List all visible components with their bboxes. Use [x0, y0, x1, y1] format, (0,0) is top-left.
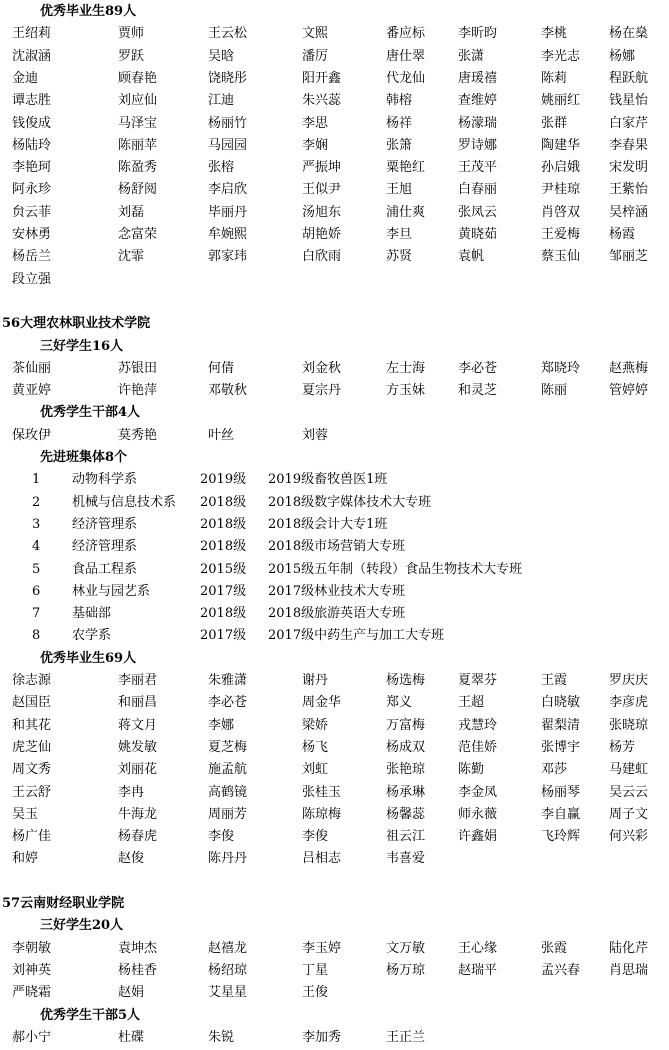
student-name: 张群 [541, 115, 568, 131]
student-name: 吴玉 [12, 806, 39, 822]
name-row [0, 669, 669, 693]
student-name: 牟婉熙 [208, 227, 248, 242]
student-name: 马建虹 [609, 762, 649, 778]
student-name: 罗跃 [118, 48, 145, 64]
class-department: 林业与园艺系 [72, 583, 151, 599]
student-name: 姚发敏 [118, 739, 158, 755]
student-name: 杨陆玲 [12, 137, 52, 153]
name-row [0, 112, 669, 136]
class-name: 2019级畜牧兽医1班 [268, 472, 388, 488]
student-name: 韩榕 [386, 93, 413, 109]
student-name: 艾星星 [208, 985, 248, 1001]
class-row [0, 491, 669, 515]
class-name: 2018级旅游英语大专班 [268, 606, 406, 622]
student-name: 蒋文月 [118, 717, 158, 733]
student-name: 虎芝仙 [12, 739, 52, 755]
student-name: 李春果 [609, 137, 649, 153]
class-grade: 2018级 [200, 494, 247, 510]
name-row [0, 825, 669, 849]
student-name: 杨桂香 [118, 962, 158, 978]
student-name: 李娴 [302, 137, 329, 153]
student-name: 郑义 [386, 695, 413, 711]
student-name: 杨绍琼 [208, 962, 248, 978]
name-row [0, 803, 669, 827]
section-heading-line [0, 446, 669, 470]
student-name: 严振坤 [302, 160, 342, 176]
student-name: 管婷婷 [609, 383, 649, 399]
student-name: 陆化芹 [609, 940, 649, 956]
student-name: 夏宗丹 [302, 383, 342, 399]
class-department: 经济管理系 [72, 539, 138, 555]
student-name: 贾师 [118, 26, 145, 42]
student-name: 谭志胜 [12, 93, 52, 109]
student-name: 李旦 [386, 227, 413, 242]
section-heading: 先进班集体8个 [40, 450, 128, 465]
student-name: 金迪 [12, 70, 39, 86]
section-heading: 优秀毕业生89人 [40, 4, 137, 19]
student-name: 朱兴蕊 [302, 93, 342, 109]
student-name: 白家芹 [609, 115, 649, 131]
student-name: 赵燕梅 [609, 360, 649, 376]
student-name: 李娜 [208, 717, 235, 733]
student-name: 杨选梅 [386, 673, 426, 688]
student-name: 陈琼梅 [302, 806, 342, 822]
student-name: 韦喜爱 [386, 851, 426, 867]
student-name: 何兴彩 [609, 829, 649, 845]
class-name: 2018级会计大专1班 [268, 516, 388, 532]
class-grade: 2018级 [200, 516, 247, 532]
student-name: 陶建华 [541, 137, 581, 153]
name-row [0, 134, 669, 158]
student-name: 茶仙丽 [12, 360, 52, 376]
name-row [0, 1026, 669, 1050]
class-name: 2018级市场营销大专班 [268, 539, 406, 555]
class-department: 机械与信息技术系 [72, 494, 177, 510]
class-grade: 2018级 [200, 606, 247, 622]
name-row [0, 89, 669, 113]
student-name: 李必苍 [208, 695, 248, 711]
student-name: 宋发明 [609, 160, 649, 176]
student-name: 陈盈秀 [118, 160, 158, 176]
student-name: 万富梅 [386, 717, 426, 733]
student-name: 何倩 [208, 360, 235, 376]
student-name: 陈勤 [458, 762, 485, 778]
student-name: 王霞 [541, 673, 568, 688]
student-name: 吕相志 [302, 851, 342, 867]
section-heading: 三好学生16人 [40, 338, 124, 354]
student-name: 王似尹 [302, 182, 342, 198]
class-row [0, 602, 669, 626]
name-row [0, 379, 669, 403]
class-index: 6 [32, 583, 41, 599]
student-name: 唐瑗禧 [458, 70, 498, 86]
name-row [0, 268, 669, 292]
student-name: 刘虹 [302, 762, 329, 778]
student-name: 高鹤镜 [208, 784, 248, 800]
student-name: 杨芳 [609, 739, 636, 755]
student-name: 张凤云 [458, 204, 498, 220]
student-name: 刘金秋 [302, 360, 342, 376]
class-department: 动物科学系 [72, 472, 138, 488]
student-name: 保玫伊 [12, 427, 52, 443]
name-row [0, 691, 669, 715]
class-index: 1 [32, 472, 41, 488]
student-name: 王绍莉 [12, 26, 52, 42]
student-name: 戎慧玲 [458, 717, 498, 733]
student-name: 安林勇 [12, 227, 52, 242]
school-title-line [0, 892, 669, 916]
student-name: 毕丽丹 [208, 204, 248, 220]
student-name: 阳开鑫 [302, 70, 342, 86]
student-name: 赵娟 [118, 985, 145, 1001]
student-name: 杨承琳 [386, 784, 426, 800]
student-name: 白欣雨 [302, 249, 342, 265]
student-name: 杜碟 [118, 1029, 145, 1045]
class-grade: 2017级 [200, 628, 247, 644]
student-name: 陈丽苹 [118, 137, 158, 153]
student-name: 沈霏 [118, 249, 145, 265]
student-name: 王云松 [208, 26, 248, 42]
student-name: 杨在燊 [609, 26, 649, 42]
student-name: 李必苍 [458, 360, 498, 376]
student-name: 吴梓涵 [609, 204, 649, 220]
student-name: 白晓敏 [541, 695, 581, 711]
name-row [0, 201, 669, 225]
section-heading: 三好学生20人 [40, 918, 124, 934]
class-index: 5 [32, 561, 41, 577]
student-name: 赵禧龙 [208, 940, 248, 956]
class-row [0, 580, 669, 604]
student-name: 陈丹丹 [208, 851, 248, 867]
name-row [0, 424, 669, 448]
class-department: 食品工程系 [72, 561, 138, 577]
class-row [0, 513, 669, 537]
student-name: 李朝敏 [12, 940, 52, 956]
student-name: 马泽宝 [118, 115, 158, 131]
student-name: 袁坤杰 [118, 940, 158, 956]
student-name: 王云舒 [12, 784, 52, 800]
student-name: 袁帆 [458, 249, 485, 265]
name-row [0, 178, 669, 202]
student-name: 周文秀 [12, 762, 52, 778]
student-name: 李自赢 [541, 806, 581, 822]
student-name: 李艳珂 [12, 160, 52, 176]
student-name: 李桃 [541, 26, 568, 42]
name-row [0, 781, 669, 805]
school-title-line [0, 312, 669, 336]
student-name: 施孟航 [208, 762, 248, 778]
class-index: 4 [32, 539, 41, 555]
student-name: 张晓琼 [609, 717, 649, 733]
class-grade: 2015级 [200, 561, 247, 577]
class-index: 2 [32, 494, 41, 510]
student-name: 翟梨清 [541, 717, 581, 733]
student-name: 苏贤 [386, 249, 413, 265]
section-heading: 优秀学生干部5人 [40, 1007, 141, 1023]
student-name: 李启欣 [208, 182, 248, 198]
student-name: 文熙 [302, 26, 329, 42]
student-name: 李丽君 [118, 673, 158, 688]
student-name: 莫秀艳 [118, 427, 158, 443]
student-name: 徐志源 [12, 673, 52, 688]
name-row [0, 847, 669, 871]
blank-line [0, 290, 669, 314]
student-name: 丁星 [302, 962, 329, 978]
name-row [0, 67, 669, 91]
student-name: 和其花 [12, 717, 52, 733]
student-name: 张榕 [208, 160, 235, 176]
name-row [0, 758, 669, 782]
student-name: 钱俊成 [12, 115, 52, 131]
student-name: 孙启娥 [541, 160, 581, 176]
class-index: 8 [32, 628, 41, 644]
student-name: 吴晗 [208, 48, 235, 64]
student-name: 杨娜 [609, 48, 636, 64]
student-name: 刘神英 [12, 962, 52, 978]
student-name: 王茂平 [458, 160, 498, 176]
class-name: 2017级中药生产与加工大专班 [268, 628, 445, 644]
student-name: 许鑫娟 [458, 829, 498, 845]
student-name: 番应标 [386, 26, 426, 42]
student-name: 赵国臣 [12, 695, 52, 711]
student-name: 周子文 [609, 806, 649, 822]
blank-line [0, 870, 669, 894]
student-name: 张霞 [541, 940, 568, 956]
school-title: 57云南财经职业学院 [2, 896, 125, 911]
student-name: 张箫 [386, 137, 413, 153]
student-name: 梁娇 [302, 717, 329, 733]
name-row [0, 959, 669, 983]
student-name: 江迪 [208, 93, 235, 109]
student-name: 胡艳娇 [302, 227, 342, 242]
class-department: 基础部 [72, 606, 112, 622]
student-name: 马园园 [208, 137, 248, 153]
class-row [0, 558, 669, 582]
student-name: 郭家玮 [208, 249, 248, 265]
class-name: 2018级数字媒体技术大专班 [268, 494, 432, 510]
student-name: 邹丽芝 [609, 249, 649, 265]
section-heading-line [0, 914, 669, 938]
student-name: 陈丽 [541, 383, 568, 399]
student-name: 尹桂琼 [541, 182, 581, 198]
student-name: 叶丝 [208, 427, 235, 443]
student-name: 李思 [302, 115, 329, 131]
student-name: 杨广佳 [12, 829, 52, 845]
student-name: 李玉婷 [302, 940, 342, 956]
student-name: 李光志 [541, 48, 581, 64]
student-name: 顾春艳 [118, 70, 158, 86]
student-name: 王爱梅 [541, 227, 581, 242]
student-name: 肖思瑞 [609, 962, 649, 978]
class-index: 7 [32, 606, 41, 622]
student-name: 夏芝梅 [208, 739, 248, 755]
section-heading-line [0, 647, 669, 671]
class-department: 经济管理系 [72, 516, 138, 532]
student-name: 粟艳红 [386, 160, 426, 176]
student-name: 刘应仙 [118, 93, 158, 109]
class-name: 2015级五年制（转段）食品生物技术大专班 [268, 561, 523, 577]
student-name: 查维婷 [458, 93, 498, 109]
student-name: 钱星怡 [609, 93, 649, 109]
student-name: 刘丽花 [118, 762, 158, 778]
student-name: 牛海龙 [118, 806, 158, 822]
student-name: 李彦虎 [609, 695, 649, 711]
name-row [0, 736, 669, 760]
student-name: 罗诗娜 [458, 137, 498, 153]
student-name: 蔡玉仙 [541, 249, 581, 265]
student-name: 郝小宁 [12, 1029, 52, 1045]
student-name: 范佳娇 [458, 739, 498, 755]
student-name: 王心缘 [458, 940, 498, 956]
student-name: 白春丽 [458, 182, 498, 198]
student-name: 方玉妹 [386, 383, 426, 399]
student-name: 李加秀 [302, 1029, 342, 1045]
name-row [0, 714, 669, 738]
student-name: 李冉 [118, 784, 145, 800]
student-name: 沈淑涵 [12, 48, 52, 64]
student-name: 杨丽竹 [208, 115, 248, 131]
student-name: 饶晓彤 [208, 70, 248, 86]
section-heading-line [0, 0, 669, 24]
student-name: 张潇 [458, 48, 485, 64]
student-name: 陈莉 [541, 70, 568, 86]
student-name: 李俊 [208, 829, 235, 845]
student-name: 杨霞 [609, 227, 636, 242]
student-name: 郑晓玲 [541, 360, 581, 376]
student-name: 贠云菲 [12, 204, 52, 220]
student-name: 杨馨蕊 [386, 806, 426, 822]
student-name: 孟兴春 [541, 962, 581, 978]
section-heading-line [0, 401, 669, 425]
student-name: 念富荣 [118, 227, 158, 242]
class-grade: 2019级 [200, 472, 247, 488]
name-row [0, 937, 669, 961]
student-name: 潘厉 [302, 48, 329, 64]
student-name: 肖啓双 [541, 204, 581, 220]
student-name: 祖云江 [386, 829, 426, 845]
student-name: 杨岳兰 [12, 249, 52, 265]
student-name: 邓莎 [541, 762, 568, 778]
student-name: 张博宇 [541, 739, 581, 755]
student-name: 吴云云 [609, 784, 649, 800]
student-name: 唐仕翠 [386, 48, 426, 64]
student-name: 刘磊 [118, 204, 145, 220]
name-row [0, 981, 669, 1005]
class-row [0, 468, 669, 492]
student-name: 浦仕爽 [386, 204, 426, 220]
student-name: 代龙仙 [386, 70, 426, 86]
student-name: 李俊 [302, 829, 329, 845]
student-name: 王超 [458, 695, 485, 711]
student-name: 杨舒阅 [118, 182, 158, 198]
student-name: 黄晓茹 [458, 227, 498, 242]
class-name: 2017级林业技术大专班 [268, 583, 406, 599]
name-row [0, 45, 669, 69]
student-name: 杨万琼 [386, 962, 426, 978]
name-row [0, 22, 669, 46]
student-name: 飞玲辉 [541, 829, 581, 845]
name-row [0, 223, 669, 247]
student-name: 和灵芝 [458, 383, 498, 399]
class-grade: 2017级 [200, 583, 247, 599]
class-row [0, 535, 669, 559]
student-name: 朱雅潇 [208, 673, 248, 688]
class-index: 3 [32, 516, 41, 532]
student-name: 杨祥 [386, 115, 413, 131]
student-name: 严晓霜 [12, 985, 52, 1001]
student-name: 杨春虎 [118, 829, 158, 845]
student-name: 李金凤 [458, 784, 498, 800]
school-title: 56大理农林职业技术学院 [2, 316, 151, 332]
student-name: 和婷 [12, 851, 39, 867]
student-name: 罗庆庆 [609, 673, 649, 688]
student-name: 王紫怡 [609, 182, 649, 198]
student-name: 程跃航 [609, 70, 649, 86]
student-name: 杨成双 [386, 739, 426, 755]
student-name: 左士海 [386, 360, 426, 376]
student-name: 周丽芳 [208, 806, 248, 822]
student-name: 姚丽红 [541, 93, 581, 109]
student-name: 杨丽琴 [541, 784, 581, 800]
student-name: 黄亚婷 [12, 383, 52, 399]
student-name: 李昕昀 [458, 26, 498, 42]
student-name: 段立强 [12, 271, 52, 287]
student-name: 和丽昌 [118, 695, 158, 711]
section-heading-line [0, 335, 669, 359]
student-name: 汤旭东 [302, 204, 342, 220]
class-grade: 2018级 [200, 539, 247, 555]
student-name: 赵瑞平 [458, 962, 498, 978]
student-name: 苏银田 [118, 360, 158, 376]
student-name: 朱锐 [208, 1029, 235, 1045]
student-name: 王俊 [302, 985, 329, 1001]
student-name: 邓敬秋 [208, 383, 248, 399]
student-name: 杨飞 [302, 739, 329, 755]
student-name: 阿永珍 [12, 182, 52, 198]
student-name: 师永薇 [458, 806, 498, 822]
student-name: 张艳琼 [386, 762, 426, 778]
student-name: 王旭 [386, 182, 413, 198]
student-name: 谢丹 [302, 673, 329, 688]
student-name: 王正兰 [386, 1029, 426, 1045]
class-row [0, 624, 669, 648]
class-department: 农学系 [72, 628, 112, 644]
name-row [0, 245, 669, 269]
student-name: 许艳萍 [118, 383, 158, 399]
student-name: 杨濛瑞 [458, 115, 498, 131]
student-name: 赵俊 [118, 851, 145, 867]
section-heading-line [0, 1004, 669, 1028]
student-name: 文万敏 [386, 940, 426, 956]
section-heading: 优秀毕业生69人 [40, 650, 137, 666]
student-name: 刘蓉 [302, 427, 329, 443]
section-heading: 优秀学生干部4人 [40, 405, 141, 421]
student-name: 周金华 [302, 695, 342, 711]
name-row [0, 357, 669, 381]
student-name: 张桂玉 [302, 784, 342, 800]
student-name: 夏翠芬 [458, 673, 498, 688]
name-row [0, 156, 669, 180]
